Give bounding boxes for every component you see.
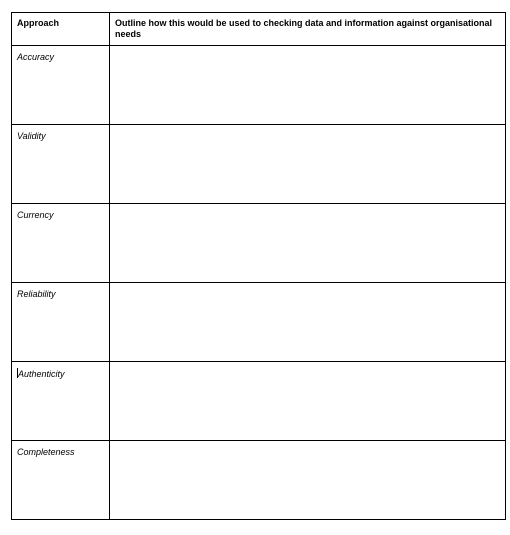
approach-cell-authenticity[interactable]	[12, 362, 110, 441]
outline-cell-validity[interactable]	[110, 125, 506, 204]
approach-table	[11, 12, 506, 520]
approach-label: Validity	[17, 131, 46, 141]
outline-cell-currency[interactable]	[110, 204, 506, 283]
table-row	[12, 441, 506, 520]
table-row	[12, 362, 506, 441]
outline-cell-completeness[interactable]	[110, 441, 506, 520]
table-header-row	[12, 13, 506, 46]
approach-label: Completeness	[17, 447, 75, 457]
table-row	[12, 283, 506, 362]
outline-cell-reliability[interactable]	[110, 283, 506, 362]
approach-label: Accuracy	[17, 52, 55, 62]
approach-cell-reliability[interactable]	[12, 283, 110, 362]
table-row	[12, 46, 506, 125]
approach-label-wrap	[12, 362, 109, 380]
table-row	[12, 204, 506, 283]
approach-cell-completeness[interactable]	[12, 441, 110, 520]
header-approach-cell[interactable]	[12, 13, 110, 46]
approach-cell-validity[interactable]	[12, 125, 110, 204]
approach-label: Authenticity	[18, 369, 65, 379]
table-row	[12, 125, 506, 204]
approach-cell-accuracy[interactable]	[12, 46, 110, 125]
approach-label: Reliability	[17, 289, 56, 299]
header-approach-label: Approach	[17, 18, 60, 28]
header-outline-label: Outline how this would be used to checking data and information against organisational needs	[115, 18, 493, 39]
outline-cell-authenticity[interactable]	[110, 362, 506, 441]
approach-cell-currency[interactable]	[12, 204, 110, 283]
outline-cell-accuracy[interactable]	[110, 46, 506, 125]
approach-label: Currency	[17, 210, 54, 220]
header-outline-cell[interactable]	[110, 13, 506, 46]
